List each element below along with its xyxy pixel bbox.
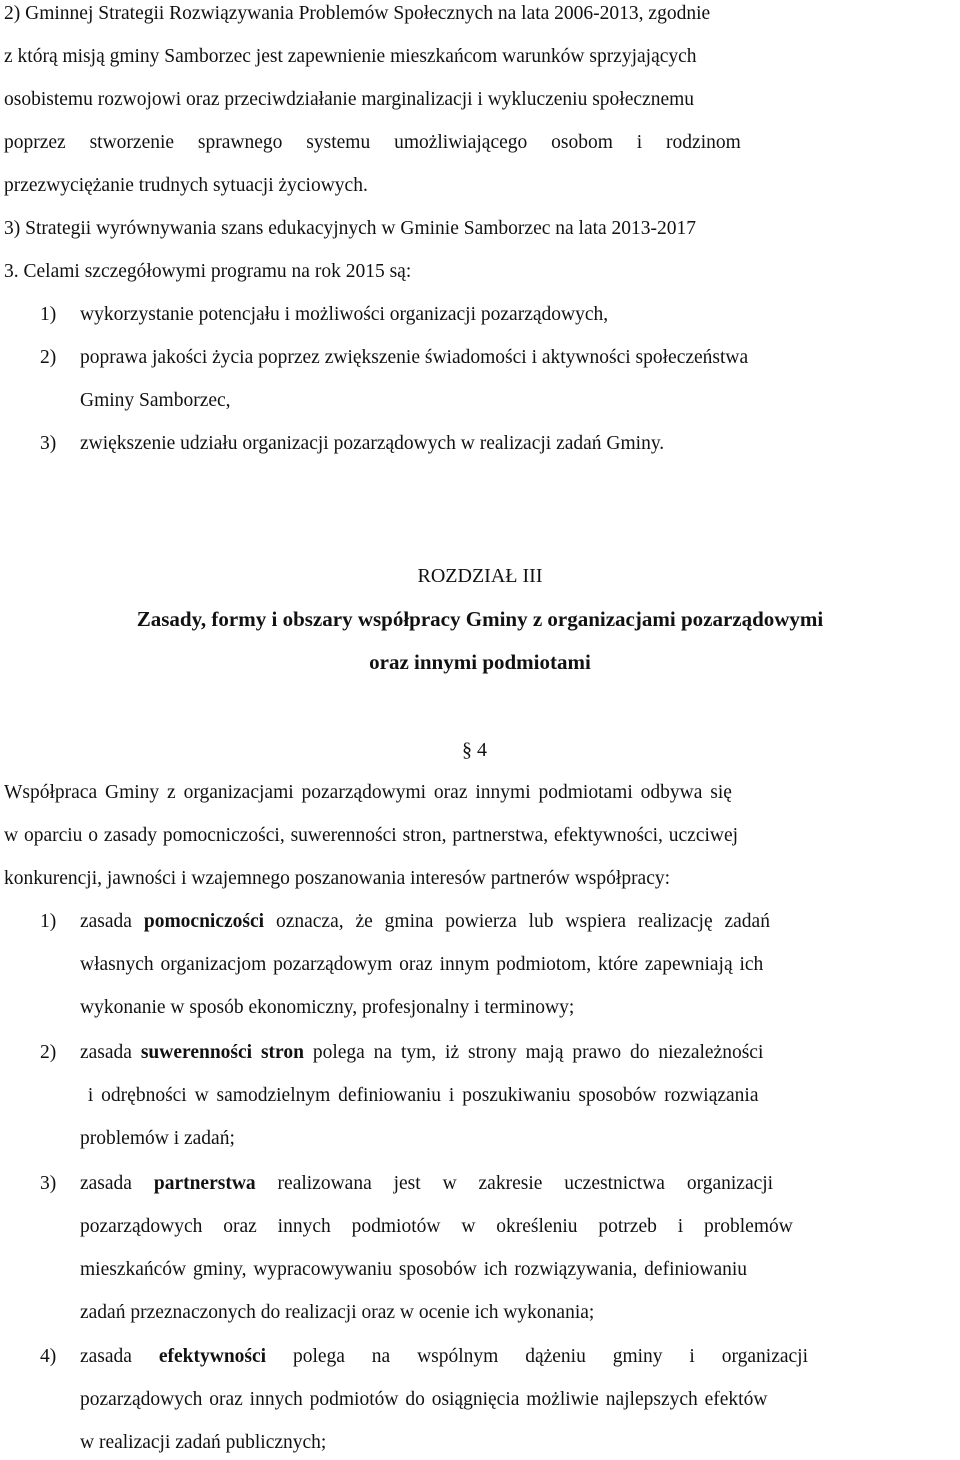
principle-line3: problemów i zadań; [80,1128,235,1149]
principle-prefix: zasada [80,911,132,932]
section-intro-line1: Współpraca Gminy z organizacjami pozarządowymi oraz innymi podmiotami odbywa się [4,782,732,803]
principle-term: pomocniczości [143,911,265,932]
principle-line2: własnych organizacjom pozarządowym oraz innym podmiotom, które zapewniają ich [80,954,764,975]
section-intro-line3: konkurencji, jawności i wzajemnego poszanowania interesów partnerów współpracy: [4,868,671,889]
principle-term: efektywności [158,1346,267,1367]
item2-line1 [4,2,956,26]
item2-line1-text [4,2,956,26]
principle-prefix: zasada [80,1173,132,1194]
chapter-label: ROZDZIAŁ III [417,565,543,587]
item3-line: 3) Strategii wyrównywania szans edukacyjnych w Gminie Samborzec na lata 2013-2017 [4,218,697,239]
section-intro-line2: w oparciu o zasady pomocniczości, suwerenności stron, partnerstwa, efektywności, uczciwej [4,825,739,846]
principle-prefix: zasada [80,1346,132,1367]
item2-line5: przezwyciężanie trudnych sytuacji życiowych. [4,175,368,196]
principle-number: 3) [40,1173,57,1194]
item2-line1-content: 2) Gminnej Strategii Rozwiązywania Problemów Społecznych na lata 2006-2013, zgodnie [4,3,711,24]
principle-line2: pozarządowych oraz innych podmiotów do osiągnięcia możliwie najlepszych efektów [80,1389,768,1410]
principle-line2: pozarządowych oraz innych podmiotów w określeniu potrzeb i problemów [80,1216,793,1237]
principle-term: partnerstwa [153,1173,256,1194]
principle-number: 4) [40,1346,57,1367]
principle-line4: zadań przeznaczonych do realizacji oraz w ocenie ich wykonania; [80,1302,595,1323]
principle-line1 [80,1345,808,1369]
principle-term: suwerenności stron [140,1042,304,1063]
principle-line3: w realizacji zadań publicznych; [80,1432,327,1453]
goal-number: 2) [40,347,57,368]
goal-text: zwiększenie udziału organizacji pozarządowych w realizacji zadań Gminy. [80,433,665,454]
principle-number: 2) [40,1042,57,1063]
principle-number: 1) [40,911,57,932]
principle-rest: realizowana jest w zakresie uczestnictwa organizacji [277,1173,774,1194]
principle-rest: polega na tym, iż strony mają prawo do niezależności [312,1042,764,1063]
principle-line1 [80,910,770,934]
principle-rest: polega na wspólnym dążeniu gminy i organizacji [292,1346,808,1367]
chapter-title-line2: oraz innymi podmiotami [369,650,591,674]
principle-line2: i odrębności w samodzielnym definiowaniu i poszukiwaniu sposobów rozwiązania [80,1085,759,1106]
principle-line1 [80,1041,763,1065]
principle-prefix: zasada [80,1042,132,1063]
item2-line3: osobistemu rozwojowi oraz przeciwdziałanie marginalizacji i wykluczeniu społecznemu [4,89,695,110]
section-symbol: § 4 [462,739,487,761]
item2-line2: z którą misją gminy Samborzec jest zapewnienie mieszkańcom warunków sprzyjających [4,46,697,67]
chapter-title-line1: Zasady, formy i obszary współpracy Gminy z organizacjami pozarządowymi [136,607,824,631]
goal-number: 3) [40,433,57,454]
goals-lead: 3. Celami szczegółowymi programu na rok 2015 są: [4,261,412,282]
goal-text: wykorzystanie potencjału i możliwości organizacji pozarządowych, [80,304,609,325]
principle-line3: wykonanie w sposób ekonomiczny, profesjonalny i terminowy; [80,997,575,1018]
goal-text-continuation: Gminy Samborzec, [80,390,231,411]
goal-text: poprawa jakości życia poprzez zwiększenie świadomości i aktywności społeczeństwa [80,347,749,368]
principle-line3: mieszkańców gminy, wypracowywaniu sposobów ich rozwiązywania, definiowaniu [80,1259,748,1280]
goal-number: 1) [40,304,57,325]
principle-rest: oznacza, że gmina powierza lub wspiera realizację zadań [275,911,770,932]
item2-line4: poprzez stworzenie sprawnego systemu umożliwiającego osobom i rodzinom [4,132,741,153]
principle-line1 [80,1172,773,1196]
